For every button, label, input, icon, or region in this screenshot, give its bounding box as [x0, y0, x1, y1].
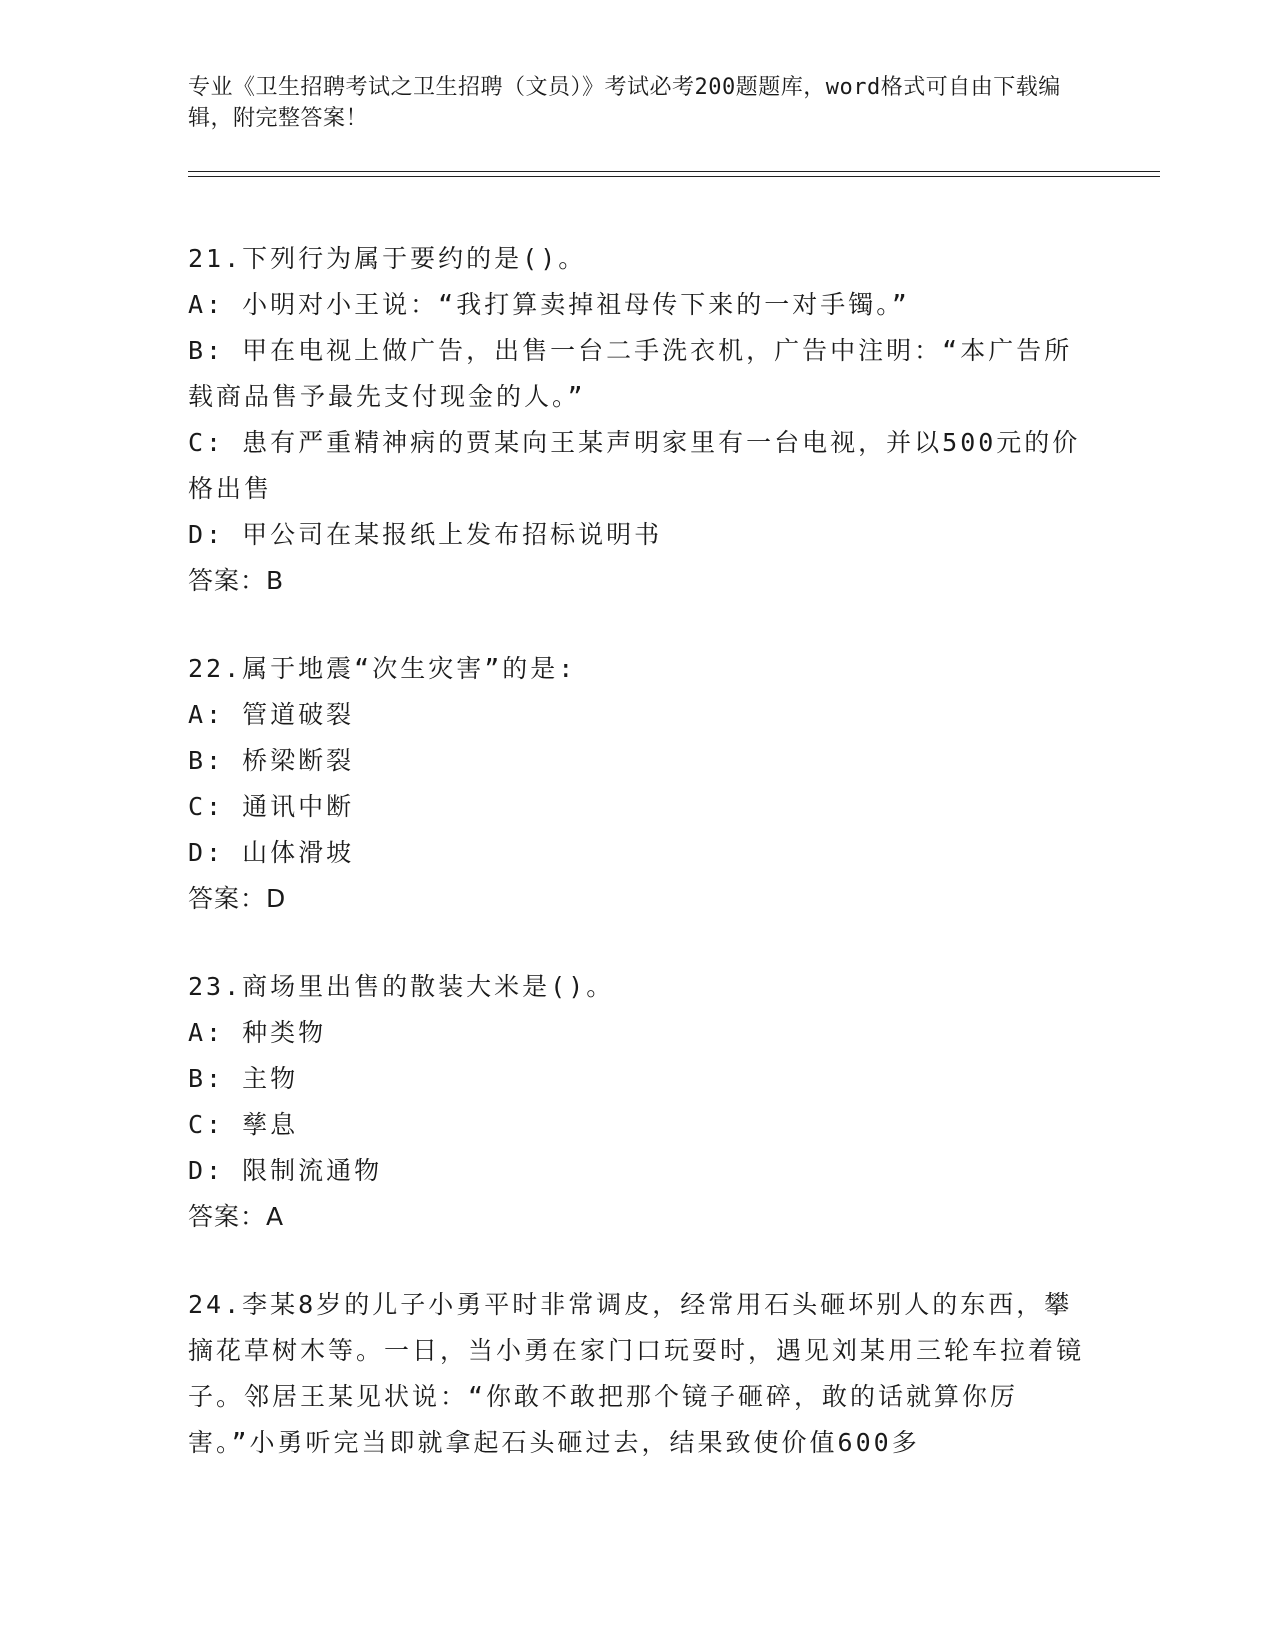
option-d: D: 山体滑坡 — [188, 838, 355, 867]
option-b: B: 桥梁断裂 — [188, 746, 355, 775]
header-title: 专业《卫生招聘考试之卫生招聘（文员）》考试必考200题题库，word格式可自由下载编辑，附完整答案！ — [188, 75, 1061, 131]
question-text: 21.下列行为属于要约的是()。 — [188, 244, 587, 273]
option-a: A: 管道破裂 — [188, 700, 355, 729]
option-c: C: 孳息 — [188, 1110, 299, 1139]
document-header — [188, 72, 1068, 134]
option-d: D: 甲公司在某报纸上发布招标说明书 — [188, 520, 663, 549]
question-item — [188, 236, 1088, 604]
question-item — [188, 646, 1088, 922]
question-list — [188, 236, 1088, 1508]
question-item — [188, 964, 1088, 1240]
question-item — [188, 1282, 1088, 1466]
header-rule-top — [188, 171, 1160, 172]
option-c: C: 通讯中断 — [188, 792, 355, 821]
question-text: 24.李某8岁的儿子小勇平时非常调皮，经常用石头砸坏别人的东西，攀摘花草树木等。一日，当小勇在家门口玩耍时，遇见刘某用三轮车拉着镜子。邻居王某见状说：“你敢不敢把那个镜子砸碎，敢的话就算你厉害。”小勇听完当即就拿起石头砸过去，结果致使价值600多 — [188, 1290, 1085, 1457]
option-c: C: 患有严重精神病的贾某向王某声明家里有一台电视，并以500元的价格出售 — [188, 428, 1081, 503]
option-a: A: 小明对小王说：“我打算卖掉祖母传下来的一对手镯。” — [188, 290, 910, 319]
header-rule-bottom — [188, 176, 1160, 177]
option-b: B: 主物 — [188, 1064, 299, 1093]
answer-text: 答案：D — [188, 884, 287, 913]
question-text: 23.商场里出售的散装大米是()。 — [188, 972, 615, 1001]
option-d: D: 限制流通物 — [188, 1156, 383, 1185]
question-text: 22.属于地震“次生灾害”的是: — [188, 654, 577, 683]
option-b: B: 甲在电视上做广告，出售一台二手洗衣机，广告中注明：“本广告所载商品售予最先支付现金的人。” — [188, 336, 1073, 411]
answer-text: 答案：A — [188, 1202, 285, 1231]
option-a: A: 种类物 — [188, 1018, 327, 1047]
answer-text: 答案：B — [188, 566, 285, 595]
